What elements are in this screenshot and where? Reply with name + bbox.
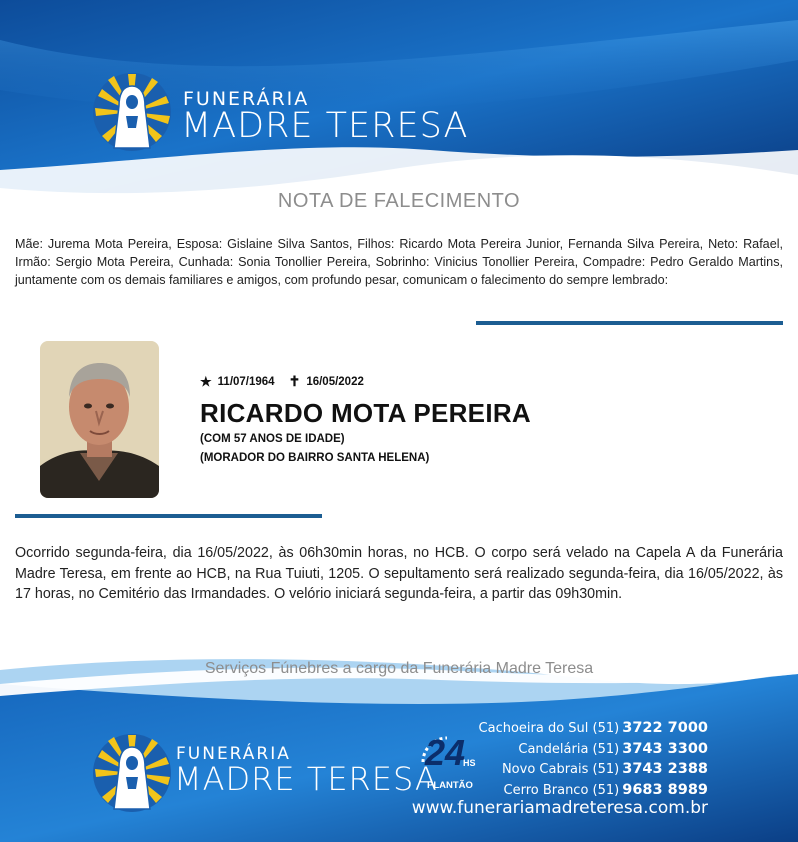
phone-number[interactable]: 3743 2388 <box>622 761 708 777</box>
phone-number[interactable]: 9683 8989 <box>622 781 708 798</box>
notice-title: NOTA DE FALECIMENTO <box>277 190 521 212</box>
header-banner <box>0 0 798 215</box>
deceased-age: (COM 57 ANOS DE IDADE) <box>200 433 345 445</box>
dates-line <box>200 373 364 390</box>
phone-row: Novo Cabrais (51) 3743 2388 <box>501 761 708 777</box>
badge-hs: HS <box>463 758 476 768</box>
death-date: 16/05/2022 <box>306 375 364 388</box>
birth-date: 11/07/1964 <box>217 375 275 388</box>
footer-logo-icon <box>92 733 172 813</box>
phone-row: Cerro Branco (51) 9683 8989 <box>503 781 708 798</box>
header-brand-bottom: MADRE TERESA <box>181 106 469 146</box>
family-paragraph: Mãe: Jurema Mota Pereira, Esposa: Gislaine Silva Santos, Filhos: Ricardo Mota Pereira Junior, Fernanda Silva Pereira, Neto: Rafael, Irmão: Sergio Mota Pereira, Cunhada: Sonia Tonollier Pereira, Sobrinho: Vinicius Tonollier Pereira, Compadre: Pedro Geraldo Martins, juntamente com os demais familiares e amigos, com profundo pesar, comunicam o falecimento do sempre lembrado: <box>15 237 783 287</box>
header-brand-top: FUNERÁRIA <box>183 88 310 110</box>
phone-list <box>479 718 708 800</box>
footer-brand-bottom: MADRE TERESA <box>174 760 438 798</box>
divider-bottom <box>15 514 322 518</box>
details-paragraph: Ocorrido segunda-feira, dia 16/05/2022, às 06h30min horas, no HCB. O corpo será velado na Capela A da Funerária Madre Teresa, em frente ao HCB, na Rua Tuiuti, 1205. O sepultamento será realizado segunda-feira, dia 16/05/2022, às 17 horas, no Cemitério das Irmandades. O velório iniciará segunda-feira, a partir das 09h30min. <box>15 545 783 602</box>
services-line: Serviços Fúnebres a cargo da Funerária Madre Teresa <box>204 660 594 677</box>
phone-number[interactable]: 3743 3300 <box>622 740 708 757</box>
deceased-photo <box>40 341 159 498</box>
plantao-24h-badge <box>413 728 481 796</box>
phone-number[interactable]: 3722 7000 <box>622 720 708 736</box>
deceased-name: RICARDO MOTA PEREIRA <box>200 398 531 428</box>
divider-top <box>476 321 783 325</box>
website-link[interactable]: www.funerariamadreteresa.com.br <box>411 798 708 818</box>
madre-teresa-logo-icon <box>92 72 172 152</box>
cross-icon: ✝ <box>288 373 301 389</box>
badge-number: 24 <box>425 732 466 773</box>
phone-row: Cachoeira do Sul (51) 3722 7000 <box>478 720 708 736</box>
star-icon: ★ <box>200 373 212 389</box>
deceased-residence: (MORADOR DO BAIRRO SANTA HELENA) <box>200 452 430 464</box>
footer-brand-top: FUNERÁRIA <box>176 744 291 764</box>
phone-row: Candelária (51) 3743 3300 <box>518 740 708 757</box>
badge-label: PLANTÃO <box>427 780 473 791</box>
